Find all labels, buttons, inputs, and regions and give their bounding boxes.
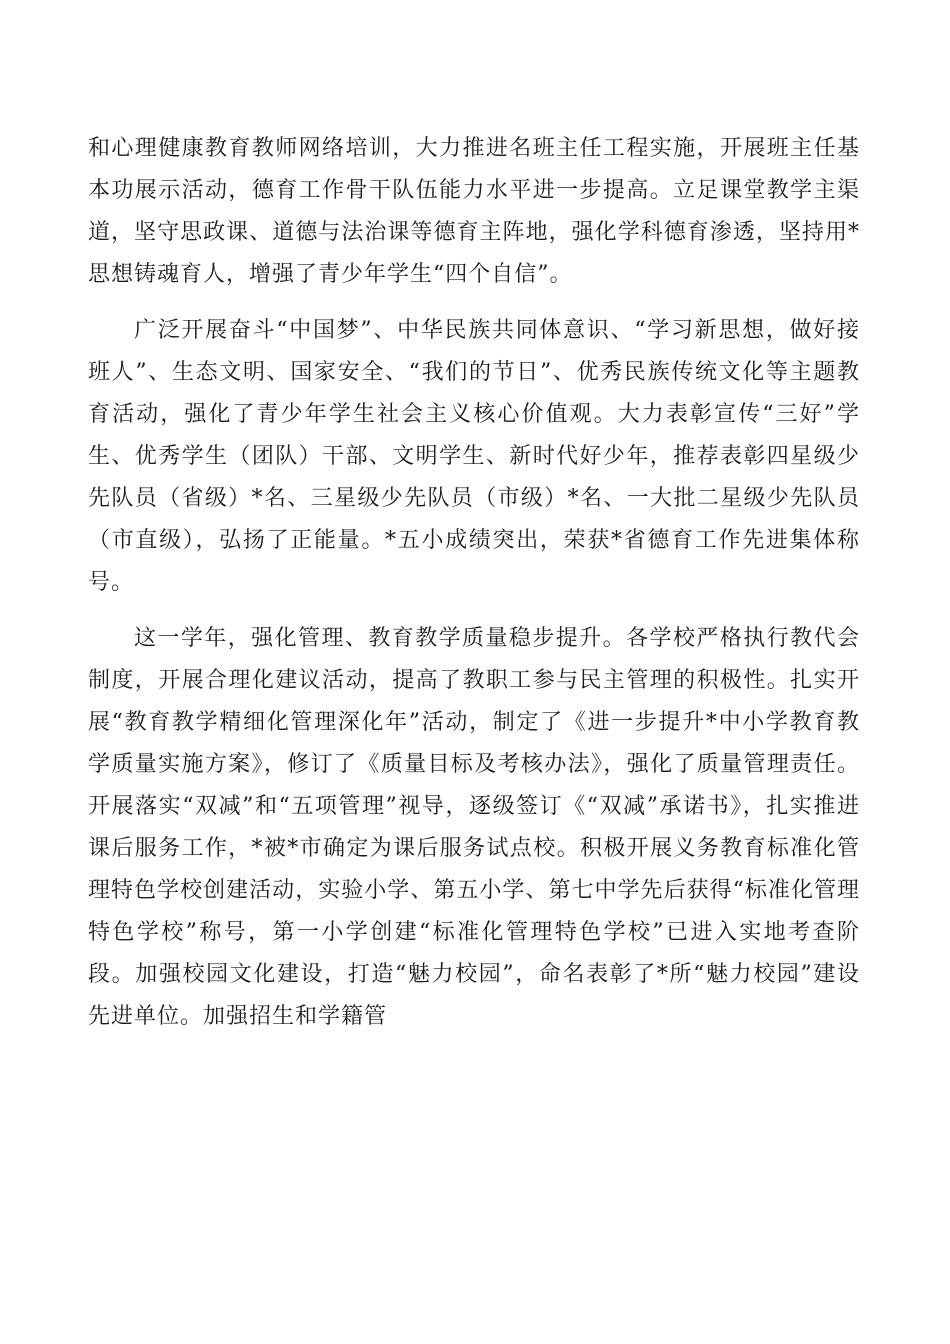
document-page (88, 128, 860, 1038)
paragraph-2: 广泛开展奋斗“中国梦”、中华民族共同体意识、“学习新思想，做好接班人”、生态文明、国家安全、“我们的节日”、优秀民族传统文化等主题教育活动，强化了青少年学生社会主义核心价值观。大力表彰宣传“三好”学生、优秀学生（团队）干部、文明学生、新时代好少年，推荐表彰四星级少先队员（省级）*名、三星级少先队员（市级）*名、一大批二星级少先队员（市直级），弘扬了正能量。*五小成绩突出，荣获*省德育工作先进集体称号。 (88, 318, 860, 595)
paragraph-1: 和心理健康教育教师网络培训，大力推进名班主任工程实施，开展班主任基本功展示活动，德育工作骨干队伍能力水平进一步提高。立足课堂教学主渠道，坚守思政课、道德与法治课等德育主阵地，强化学科德育渗透，坚持用*思想铸魂育人，增强了青少年学生“四个自信”。 (88, 136, 860, 287)
paragraph-3: 这一学年，强化管理、教育教学质量稳步提升。各学校严格执行教代会制度，开展合理化建议活动，提高了教职工参与民主管理的积极性。扎实开展“教育教学精细化管理深化年”活动，制定了《进一步提升*中小学教育教学质量实施方案》，修订了《质量目标及考核办法》，强化了质量管理责任。开展落实“双减”和“五项管理”视导，逐级签订《“双减”承诺书》，扎实推进课后服务工作，*被*市确定为课后服务试点校。积极开展义务教育标准化管理特色学校创建活动，实验小学、第五小学、第七中学先后获得“标准化管理特色学校”称号，第一小学创建“标准化管理特色学校”已进入实地考查阶段。加强校园文化建设，打造“魅力校园”，命名表彰了*所“魅力校园”建设先进单位。加强招生和学籍管 (88, 626, 860, 1029)
